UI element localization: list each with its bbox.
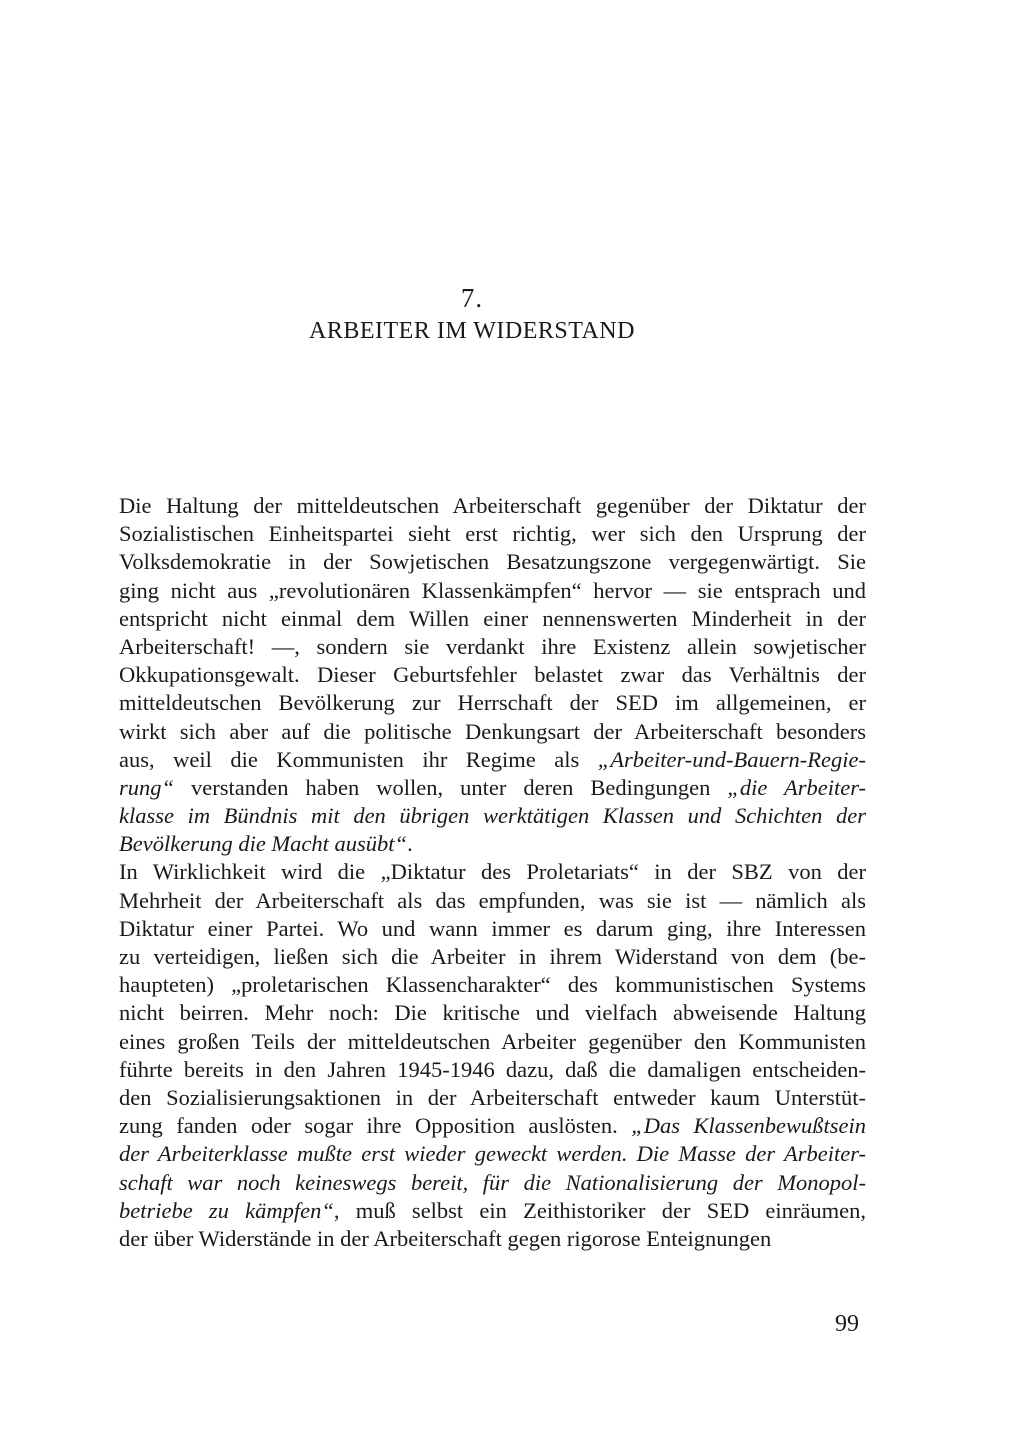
chapter-number: 7. [460, 283, 484, 313]
text-line: Sozialistischen Einheitspartei sieht erst richtig, wer sich den Ursprung der [119, 521, 866, 547]
text-line: führte bereits in den Jahren 1945-1946 dazu, daß die damaligen entscheiden- [119, 1056, 866, 1082]
text-line: Die Haltung der mitteldeutschen Arbeiterschaft gegenüber der Diktatur der [119, 493, 866, 518]
text-line: ging nicht aus „revolutionären Klassenkämpfen“ hervor — sie entsprach und [119, 577, 866, 603]
text-line: Volksdemokratie in der Sowjetischen Besatzungszone vergegenwärtigt. Sie [119, 549, 866, 575]
text-line: der Arbeiterklasse mußte erst wieder geweckt werden. Die Masse der Arbeiter- [119, 1141, 866, 1167]
text-line: Bevölkerung die Macht ausübt“. [119, 831, 413, 857]
text-line: mitteldeutschen Bevölkerung zur Herrschaft der SED im allgemeinen, er [119, 690, 866, 716]
text-line: aus, weil die Kommunisten ihr Regime als „Arbeiter-und-Bauern-Regie- [119, 746, 866, 772]
text-line: zu verteidigen, ließen sich die Arbeiter in ihrem Widerstand von dem (be- [119, 944, 866, 969]
text-line: zung fanden oder sogar ihre Opposition auslösten. „Das Klassenbewußtsein [119, 1113, 866, 1139]
text-line: eines großen Teils der mitteldeutschen Arbeiter gegenüber den Kommunisten [119, 1028, 866, 1054]
text-line: Arbeiterschaft! —, sondern sie verdankt ihre Existenz allein sowjetischer [119, 633, 866, 659]
text-line: Okkupationsgewalt. Dieser Geburtsfehler belastet zwar das Verhältnis der [119, 662, 866, 688]
body-text [119, 492, 866, 1253]
text-line: nicht beirren. Mehr noch: Die kritische und vielfach abweisende Haltung [119, 1000, 866, 1026]
page-number: 99 [835, 1311, 859, 1337]
text-line: In Wirklichkeit wird die „Diktatur des Proletariats“ in der SBZ von der [119, 859, 866, 885]
text-line: der über Widerstände in der Arbeiterschaft gegen rigorose Enteignungen [119, 1225, 772, 1251]
text-line: schaft war noch keineswegs bereit, für die Nationalisierung der Monopol- [119, 1169, 866, 1195]
text-line: betriebe zu kämpfen“, muß selbst ein Zeithistoriker der SED einräumen, [119, 1197, 866, 1223]
text-line: wirkt sich aber auf die politische Denkungsart der Arbeiterschaft besonders [119, 718, 866, 744]
text-line: Diktatur einer Partei. Wo und wann immer es darum ging, ihre Interessen [119, 915, 866, 941]
text-line: klasse im Bündnis mit den übrigen werktätigen Klassen und Schichten der [119, 803, 866, 829]
text-line: den Sozialisierungsaktionen in der Arbeiterschaft entweder kaum Unterstüt- [119, 1084, 866, 1110]
text-line: Mehrheit der Arbeiterschaft als das empfunden, was sie ist — nämlich als [119, 887, 866, 913]
text-line: rung“ verstanden haben wollen, unter deren Bedingungen „die Arbeiter- [119, 774, 866, 800]
chapter-title: ARBEITER IM WIDERSTAND [309, 318, 635, 344]
text-line: haupteten) „proletarischen Klassencharakter“ des kommunistischen Systems [119, 972, 866, 998]
text-line: entspricht nicht einmal dem Willen einer nennenswerten Minderheit in der [119, 605, 866, 631]
